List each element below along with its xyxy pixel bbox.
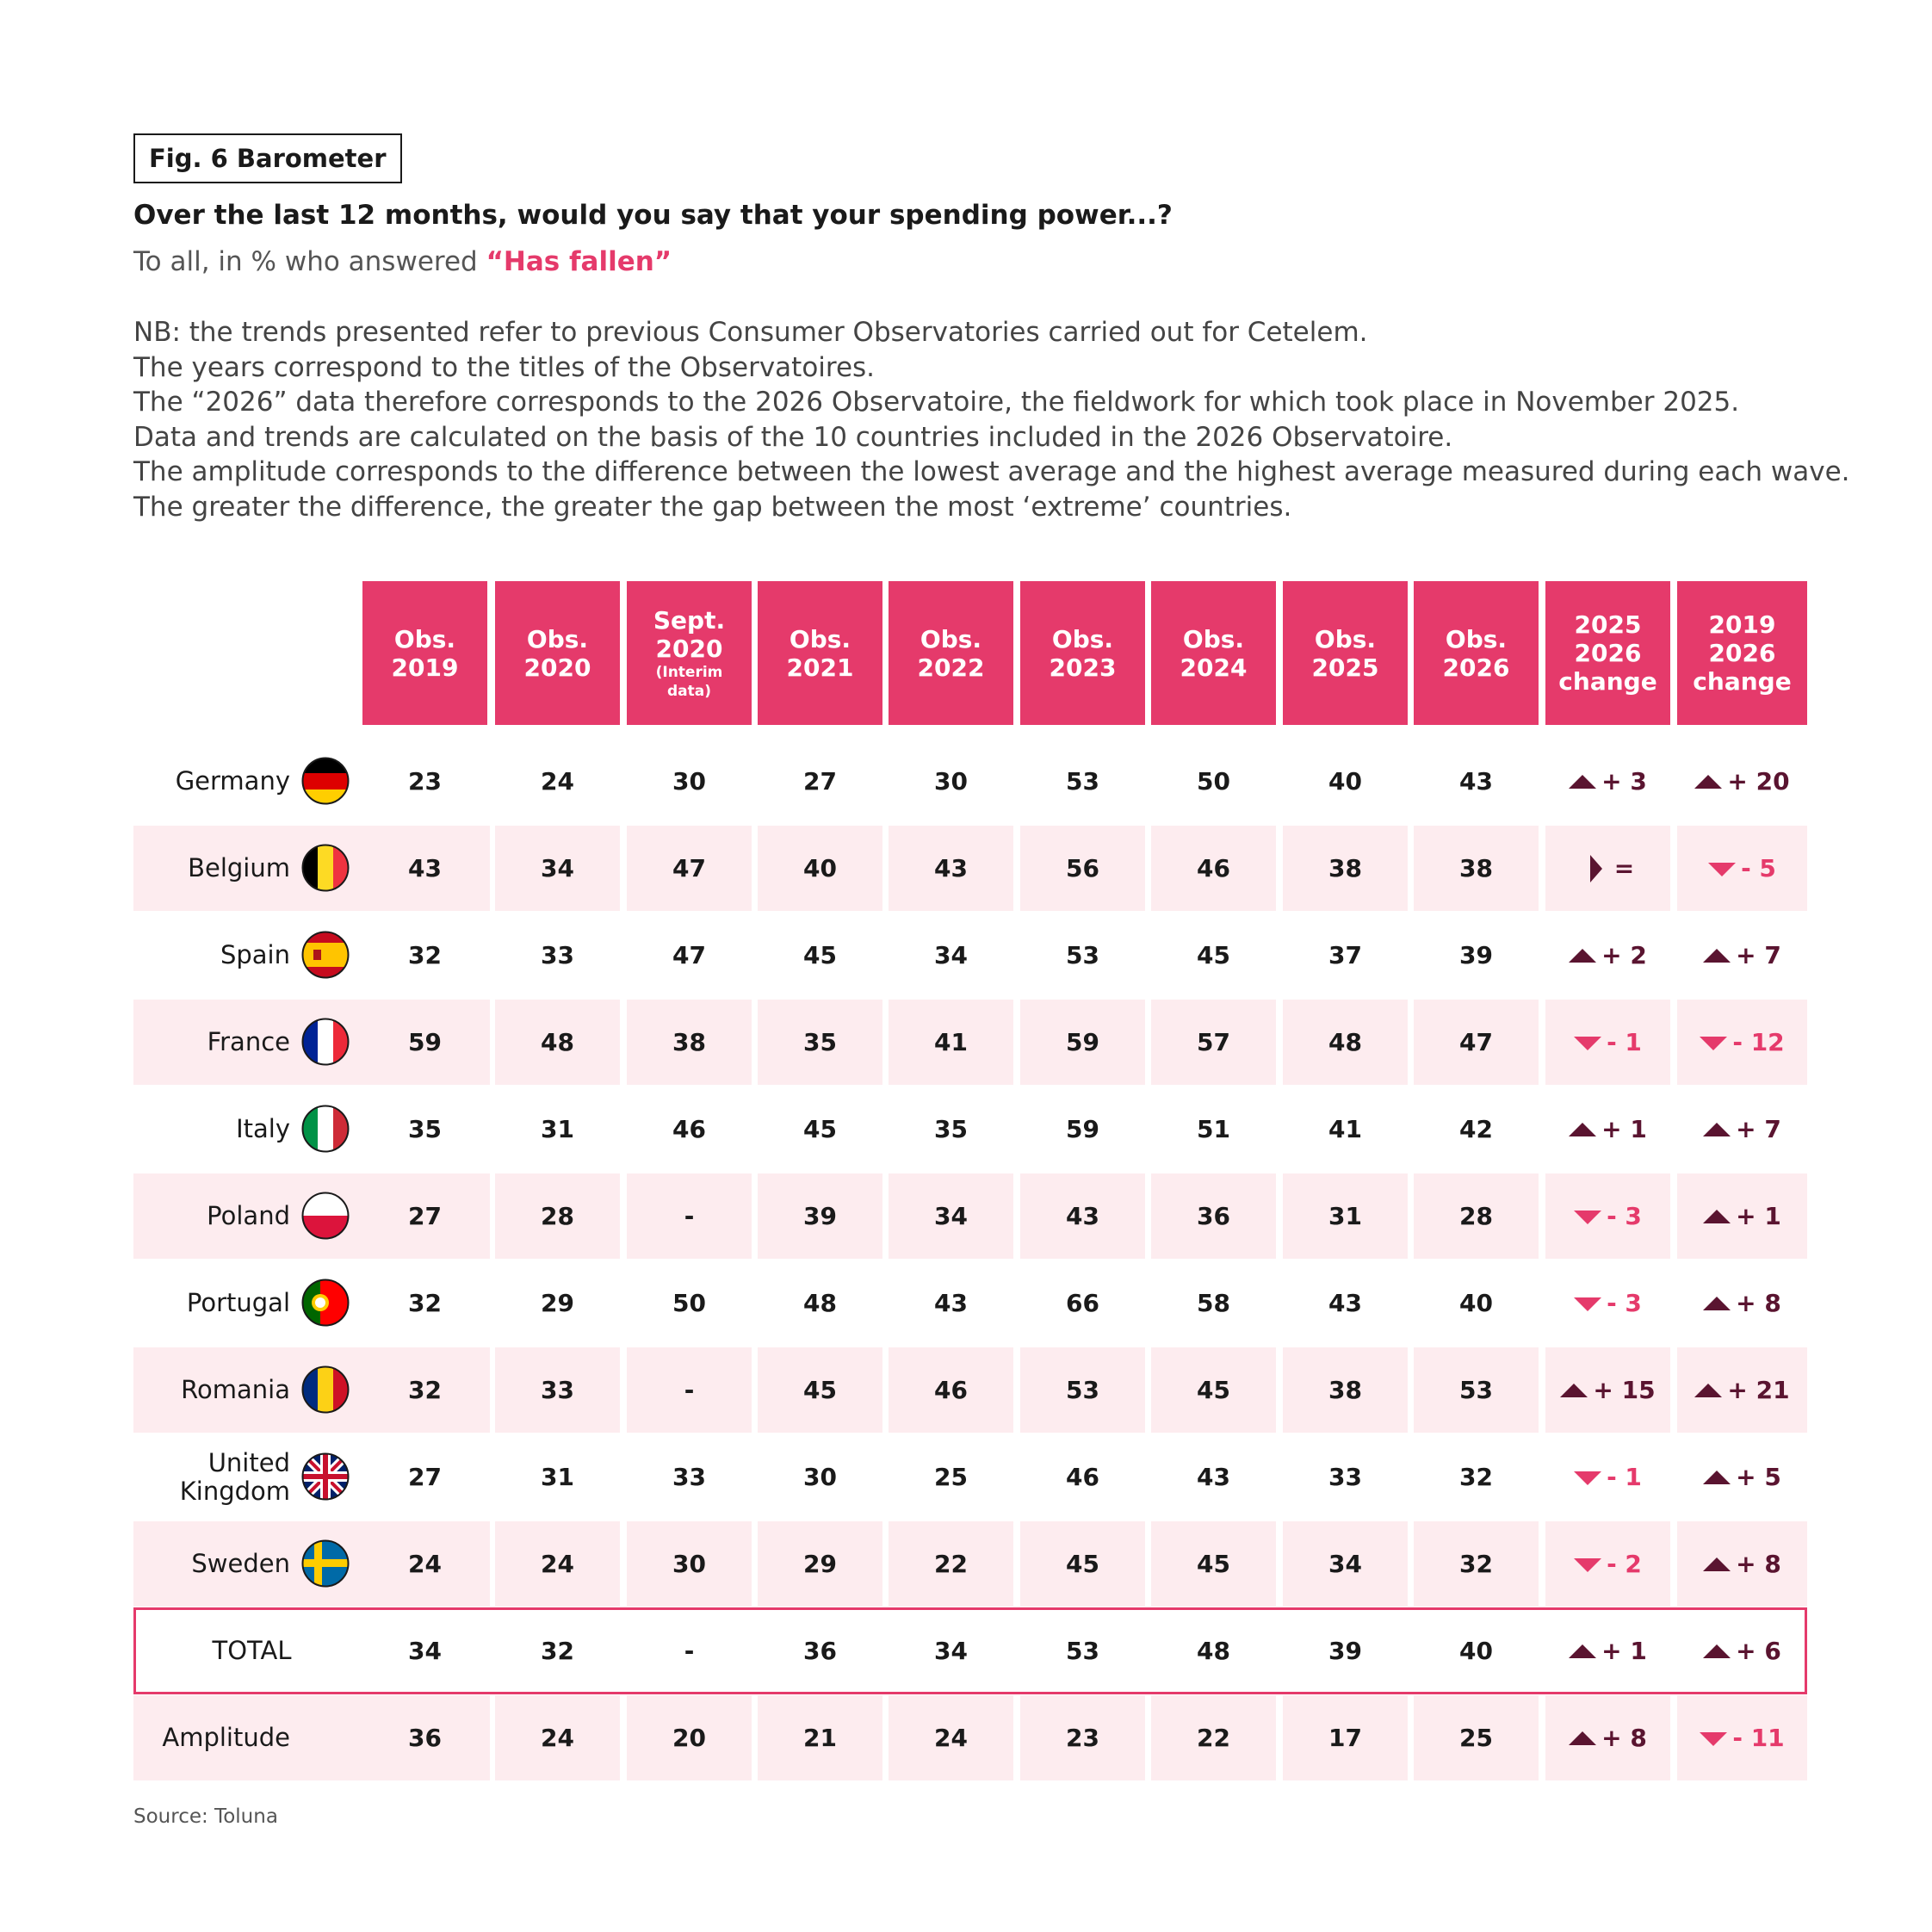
down-arrow-icon — [1574, 1464, 1601, 1491]
change-value: + 21 — [1727, 1376, 1790, 1404]
change-cell — [1677, 1607, 1807, 1694]
column-header-line: Obs. — [1051, 624, 1114, 653]
table-cell: 17 — [1328, 1724, 1362, 1752]
portugal-flag-icon — [301, 1279, 350, 1327]
row-label: Spain — [220, 940, 290, 969]
table-cell: 34 — [934, 941, 968, 969]
column-header-line: 2025 — [1311, 653, 1379, 682]
up-arrow-icon — [1703, 1638, 1731, 1665]
table-cell: 48 — [803, 1289, 837, 1317]
table-cell: 23 — [408, 767, 442, 796]
up-arrow-icon — [1694, 1377, 1722, 1404]
column-header — [1020, 581, 1145, 725]
table-cell: 45 — [1197, 941, 1230, 969]
change-value: + 6 — [1736, 1637, 1781, 1665]
note-line: NB: the trends presented refer to previous Consumer Observatories carried out for Cetelem. — [133, 317, 1368, 348]
column-header-line: 2022 — [917, 653, 985, 682]
change-cell — [1677, 1694, 1807, 1781]
table-cell: 28 — [1459, 1202, 1493, 1230]
table-cell: 24 — [408, 1550, 442, 1578]
table-cell: 27 — [803, 767, 837, 796]
column-header — [889, 581, 1013, 725]
change-value: + 7 — [1736, 1115, 1781, 1143]
column-header — [1151, 581, 1276, 725]
change-cell — [1677, 1086, 1807, 1173]
uk-flag-icon — [301, 1452, 350, 1501]
table-cell: 58 — [1197, 1289, 1230, 1317]
table-cell: 32 — [408, 1376, 442, 1404]
table-cell: - — [684, 1637, 695, 1665]
table-cell: 32 — [541, 1637, 574, 1665]
column-header — [495, 581, 620, 725]
table-cell: 39 — [1328, 1637, 1362, 1665]
right-arrow-icon — [1582, 855, 1609, 882]
italy-flag-icon — [301, 1105, 350, 1153]
note-line: The years correspond to the titles of the Observatoires. — [133, 351, 876, 383]
table-cell: 20 — [672, 1724, 706, 1752]
table-cell: 45 — [1197, 1376, 1230, 1404]
change-cell — [1545, 912, 1670, 999]
note-line: The “2026” data therefore corresponds to the 2026 Observatoire, the fieldwork for which took place in November 2025. — [133, 387, 1740, 418]
up-arrow-icon — [1703, 942, 1731, 969]
column-header-line: 2026 — [1574, 639, 1642, 667]
table-cell: 29 — [803, 1550, 837, 1578]
table-cell: 43 — [1459, 767, 1493, 796]
up-arrow-icon — [1703, 1464, 1731, 1491]
table-cell: 59 — [1066, 1115, 1099, 1143]
row-label: Belgium — [188, 853, 290, 882]
sweden-flag-icon — [301, 1539, 350, 1588]
change-cell — [1545, 1173, 1670, 1260]
table-cell: 35 — [803, 1028, 837, 1056]
table-cell: 53 — [1459, 1376, 1493, 1404]
table-cell: 43 — [1066, 1202, 1099, 1230]
table-cell: 46 — [672, 1115, 706, 1143]
change-cell — [1545, 999, 1670, 1086]
belgium-flag-icon — [301, 844, 350, 892]
table-cell: 35 — [408, 1115, 442, 1143]
table-cell: 43 — [408, 854, 442, 882]
france-flag-icon — [301, 1018, 350, 1066]
column-header-line: Sept. — [653, 605, 726, 635]
change-cell — [1677, 1173, 1807, 1260]
note-line: Data and trends are calculated on the basis of the 10 countries included in the 2026 Observatoire. — [133, 421, 1453, 453]
row-label: Romania — [181, 1375, 290, 1404]
table-cell: 57 — [1197, 1028, 1230, 1056]
change-cell — [1677, 999, 1807, 1086]
change-value: = — [1613, 854, 1635, 882]
change-value: + 1 — [1601, 1115, 1647, 1143]
change-value: + 5 — [1736, 1463, 1781, 1491]
column-header-line: 2023 — [1049, 653, 1117, 682]
table-cell: 34 — [1328, 1550, 1362, 1578]
table-cell: - — [684, 1376, 695, 1404]
table-cell: 37 — [1328, 941, 1362, 969]
table-cell: 24 — [934, 1724, 968, 1752]
column-header — [362, 581, 487, 725]
table-cell: 48 — [1197, 1637, 1230, 1665]
table-cell: 22 — [1197, 1724, 1230, 1752]
table-cell: 22 — [934, 1550, 968, 1578]
down-arrow-icon — [1574, 1290, 1601, 1317]
table-cell: 59 — [1066, 1028, 1099, 1056]
change-cell — [1677, 1260, 1807, 1347]
change-value: - 11 — [1732, 1724, 1785, 1752]
column-header-line: Obs. — [1182, 624, 1245, 653]
germany-flag-icon — [301, 757, 350, 805]
table-cell: 47 — [1459, 1028, 1493, 1056]
column-header-line: 2026 — [1442, 653, 1510, 682]
change-value: + 7 — [1736, 941, 1781, 969]
row-label: Germany — [175, 766, 290, 796]
spain-flag-icon — [301, 931, 350, 979]
up-arrow-icon — [1569, 768, 1596, 796]
table-cell: 53 — [1066, 941, 1099, 969]
up-arrow-icon — [1569, 942, 1596, 969]
up-arrow-icon — [1569, 1638, 1596, 1665]
change-cell — [1545, 1434, 1670, 1520]
table-cell: 40 — [1459, 1289, 1493, 1317]
up-arrow-icon — [1703, 1290, 1731, 1317]
row-label: TOTAL — [212, 1636, 292, 1665]
column-header — [1677, 581, 1807, 725]
row-label: Sweden — [191, 1549, 290, 1578]
notes — [133, 315, 1907, 524]
table-cell: 50 — [672, 1289, 706, 1317]
column-header-line: Obs. — [393, 624, 456, 653]
column-header-line: Obs. — [920, 624, 982, 653]
table-cell: 38 — [1328, 854, 1362, 882]
down-arrow-icon — [1574, 1029, 1601, 1056]
note-line: The amplitude corresponds to the difference between the lowest average and the highest average measured during each wave. — [133, 456, 1850, 487]
change-value: - 12 — [1732, 1028, 1785, 1056]
change-cell — [1677, 1434, 1807, 1520]
table-cell: 40 — [1328, 767, 1362, 796]
table-cell: 47 — [672, 854, 706, 882]
up-arrow-icon — [1703, 1203, 1731, 1230]
column-header — [1283, 581, 1408, 725]
table-cell: 47 — [672, 941, 706, 969]
column-header-line: Obs. — [789, 624, 851, 653]
change-value: - 5 — [1741, 854, 1776, 882]
table-cell: 51 — [1197, 1115, 1230, 1143]
romania-flag-icon — [301, 1365, 350, 1414]
down-arrow-icon — [1700, 1029, 1727, 1056]
column-header-line: 2024 — [1180, 653, 1248, 682]
table-cell: 21 — [803, 1724, 837, 1752]
table-cell: 24 — [541, 1550, 574, 1578]
change-value: - 1 — [1607, 1028, 1642, 1056]
column-header — [627, 581, 752, 725]
subtitle-prefix: To all, in % who answered — [133, 246, 486, 277]
change-value: - 1 — [1607, 1463, 1642, 1491]
poland-flag-icon — [301, 1192, 350, 1240]
table-cell: 53 — [1066, 767, 1099, 796]
source-note: Source: Toluna — [133, 1805, 278, 1828]
table-cell: 50 — [1197, 767, 1230, 796]
change-value: + 20 — [1727, 767, 1790, 796]
change-cell — [1677, 1520, 1807, 1607]
change-cell — [1545, 1086, 1670, 1173]
table-cell: 34 — [934, 1202, 968, 1230]
column-header — [758, 581, 882, 725]
change-cell — [1545, 1520, 1670, 1607]
table-cell: 36 — [803, 1637, 837, 1665]
table-cell: 30 — [803, 1463, 837, 1491]
table-cell: 48 — [1328, 1028, 1362, 1056]
column-header-line: 2019 — [391, 653, 459, 682]
column-header-line: 2019 — [1708, 610, 1776, 639]
up-arrow-icon — [1569, 1725, 1596, 1752]
table-cell: 43 — [1328, 1289, 1362, 1317]
table-cell: 36 — [1197, 1202, 1230, 1230]
table-cell: 32 — [1459, 1463, 1493, 1491]
change-value: + 2 — [1601, 941, 1647, 969]
table-cell: 31 — [1328, 1202, 1362, 1230]
table-cell: 53 — [1066, 1637, 1099, 1665]
up-arrow-icon — [1703, 1116, 1731, 1143]
table-cell: 30 — [672, 1550, 706, 1578]
table-cell: 40 — [803, 854, 837, 882]
change-cell — [1545, 825, 1670, 912]
row-label: Poland — [207, 1201, 290, 1230]
table-cell: 29 — [541, 1289, 574, 1317]
change-cell — [1677, 1347, 1807, 1434]
down-arrow-icon — [1574, 1551, 1601, 1578]
table-cell: 59 — [408, 1028, 442, 1056]
table-cell: 31 — [541, 1115, 574, 1143]
table-cell: 34 — [408, 1637, 442, 1665]
table-cell: 25 — [1459, 1724, 1493, 1752]
table-cell: 38 — [1459, 854, 1493, 882]
change-cell — [1545, 1607, 1670, 1694]
note-line: The greater the difference, the greater the gap between the most ‘extreme’ countries. — [133, 491, 1292, 523]
change-cell — [1545, 1347, 1670, 1434]
table-cell: 66 — [1066, 1289, 1099, 1317]
table-cell: 46 — [934, 1376, 968, 1404]
table-cell: 43 — [934, 1289, 968, 1317]
row-label: France — [207, 1027, 290, 1056]
column-header-line: Obs. — [1445, 624, 1508, 653]
row-label: Portugal — [186, 1288, 290, 1317]
table-cell: 30 — [934, 767, 968, 796]
table-cell: 45 — [1197, 1550, 1230, 1578]
table-cell: 33 — [541, 1376, 574, 1404]
up-arrow-icon — [1703, 1551, 1731, 1578]
change-cell — [1677, 825, 1807, 912]
table-cell: 33 — [672, 1463, 706, 1491]
table-cell: 30 — [672, 767, 706, 796]
down-arrow-icon — [1574, 1203, 1601, 1230]
column-header — [1545, 581, 1670, 725]
change-value: + 15 — [1593, 1376, 1656, 1404]
table-cell: 27 — [408, 1202, 442, 1230]
table-cell: 24 — [541, 767, 574, 796]
table-cell: 32 — [408, 941, 442, 969]
column-header-line: 2026 — [1708, 639, 1776, 667]
table-cell: 34 — [541, 854, 574, 882]
table-cell: 27 — [408, 1463, 442, 1491]
table-cell: 39 — [803, 1202, 837, 1230]
table-cell: 33 — [541, 941, 574, 969]
change-value: + 1 — [1601, 1637, 1647, 1665]
table-cell: 45 — [803, 1376, 837, 1404]
change-value: - 2 — [1607, 1550, 1642, 1578]
table-cell: 56 — [1066, 854, 1099, 882]
change-value: + 8 — [1736, 1550, 1781, 1578]
table-cell: 35 — [934, 1115, 968, 1143]
change-cell — [1545, 1694, 1670, 1781]
change-value: - 3 — [1607, 1202, 1642, 1230]
table-cell: 23 — [1066, 1724, 1099, 1752]
table-cell: 45 — [803, 941, 837, 969]
change-cell — [1677, 738, 1807, 825]
change-cell — [1545, 738, 1670, 825]
table-cell: 36 — [408, 1724, 442, 1752]
table-cell: 45 — [803, 1115, 837, 1143]
column-header-line: Obs. — [526, 624, 589, 653]
change-cell — [1677, 912, 1807, 999]
table-cell: 46 — [1197, 854, 1230, 882]
table-cell: 25 — [934, 1463, 968, 1491]
row-label: Italy — [236, 1114, 290, 1143]
down-arrow-icon — [1700, 1725, 1727, 1752]
table-cell: 46 — [1066, 1463, 1099, 1491]
figure-label: Fig. 6 Barometer — [133, 133, 402, 183]
table-cell: 48 — [541, 1028, 574, 1056]
change-value: + 8 — [1601, 1724, 1647, 1752]
column-header-note: (Interim data) — [655, 663, 723, 700]
column-header-line: 2020 — [655, 634, 723, 663]
change-value: + 1 — [1736, 1202, 1781, 1230]
table-cell: 45 — [1066, 1550, 1099, 1578]
table-cell: 43 — [1197, 1463, 1230, 1491]
table-cell: 41 — [1328, 1115, 1362, 1143]
table-cell: 32 — [408, 1289, 442, 1317]
down-arrow-icon — [1708, 855, 1736, 882]
table-cell: 24 — [541, 1724, 574, 1752]
row-label: United Kingdom — [179, 1447, 291, 1506]
table-cell: 32 — [1459, 1550, 1493, 1578]
subtitle-highlight: “Has fallen” — [486, 246, 672, 277]
column-header-line: change — [1558, 667, 1657, 696]
change-value: + 3 — [1601, 767, 1647, 796]
column-header — [1414, 581, 1539, 725]
up-arrow-icon — [1569, 1116, 1596, 1143]
table-cell: 38 — [672, 1028, 706, 1056]
table-cell: 43 — [934, 854, 968, 882]
column-header-line: 2021 — [786, 653, 854, 682]
change-value: - 3 — [1607, 1289, 1642, 1317]
column-header-line: change — [1693, 667, 1792, 696]
column-header-line: 2025 — [1574, 610, 1642, 639]
table-cell: 39 — [1459, 941, 1493, 969]
table-cell: 38 — [1328, 1376, 1362, 1404]
table-cell: 31 — [541, 1463, 574, 1491]
table-cell: 28 — [541, 1202, 574, 1230]
table-cell: 40 — [1459, 1637, 1493, 1665]
up-arrow-icon — [1560, 1377, 1588, 1404]
column-header-line: 2020 — [523, 653, 591, 682]
table-cell: 41 — [934, 1028, 968, 1056]
up-arrow-icon — [1694, 768, 1722, 796]
table-cell: - — [684, 1202, 695, 1230]
change-value: + 8 — [1736, 1289, 1781, 1317]
change-cell — [1545, 1260, 1670, 1347]
question-title: Over the last 12 months, would you say that your spending power...? — [133, 200, 1173, 231]
table-cell: 53 — [1066, 1376, 1099, 1404]
table-cell: 33 — [1328, 1463, 1362, 1491]
row-label: Amplitude — [162, 1723, 290, 1752]
subtitle — [133, 246, 672, 277]
table-cell: 42 — [1459, 1115, 1493, 1143]
column-header-line: Obs. — [1314, 624, 1377, 653]
table-cell: 34 — [934, 1637, 968, 1665]
